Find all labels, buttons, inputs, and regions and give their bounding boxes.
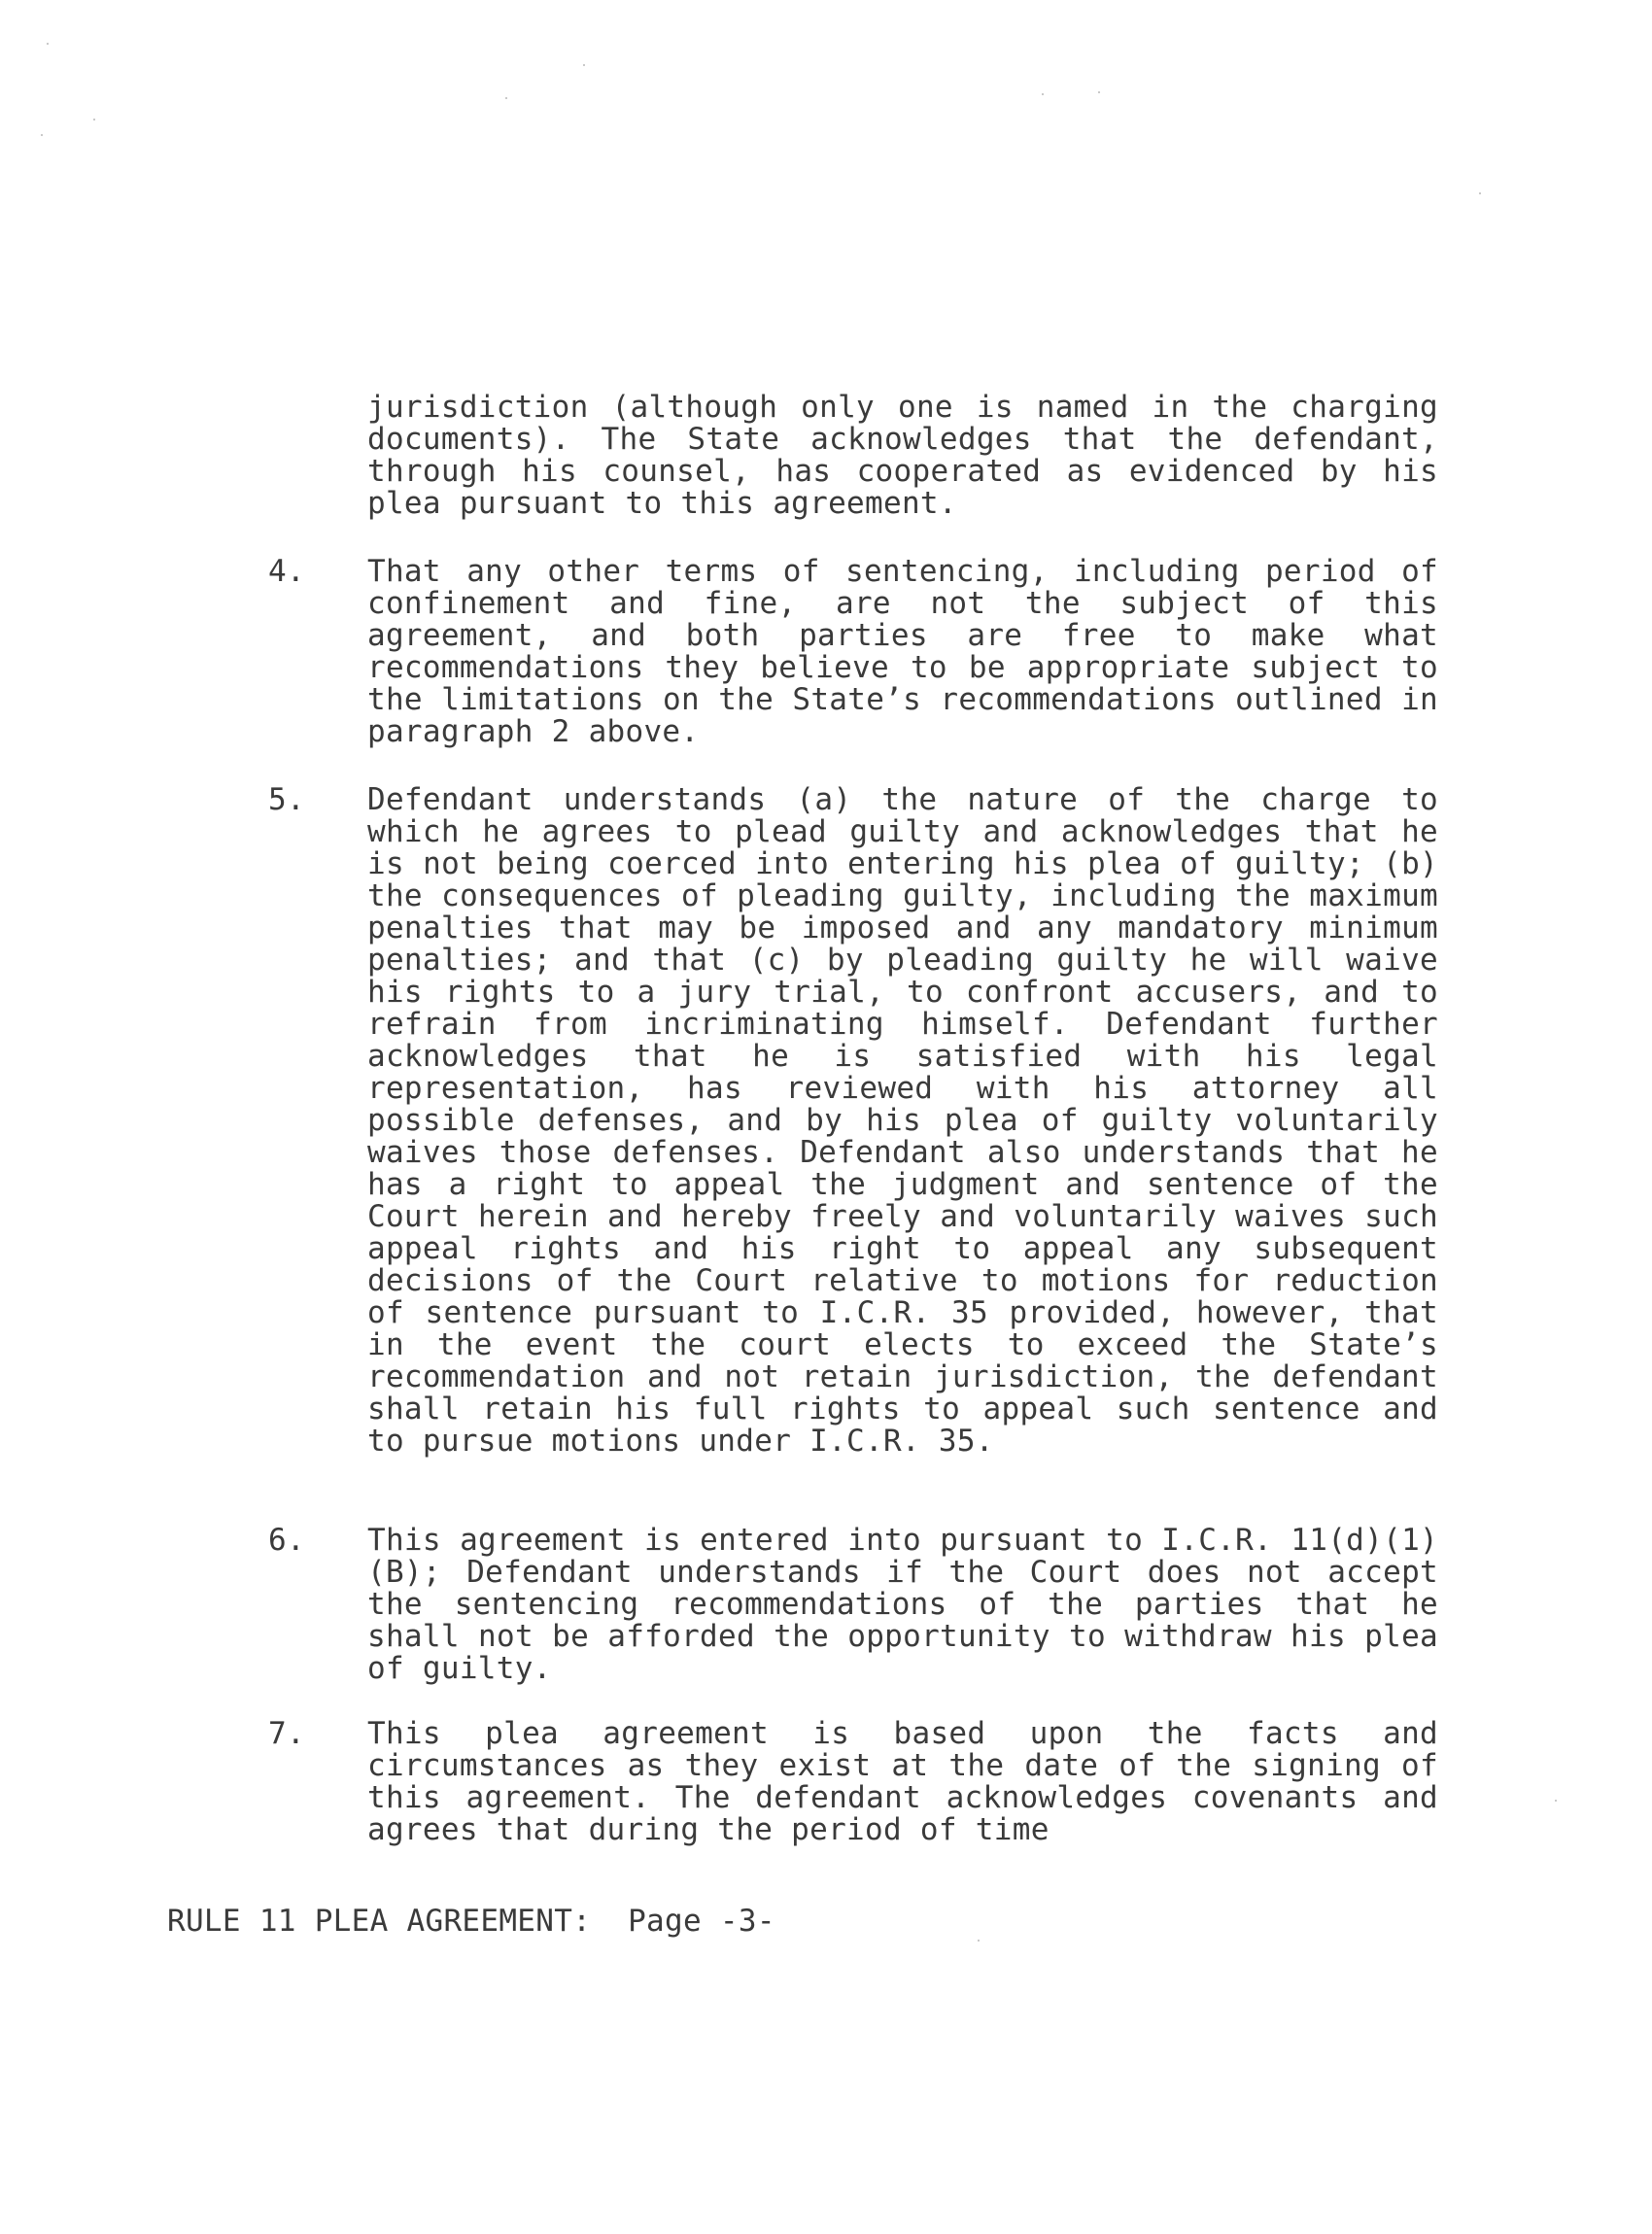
item-paragraph: That any other terms of sentencing, including period of confinement and fine, are not the subject of this agreement, and both parties are free to make what recommendations they believe to be appropriate subject to the limitations on the State’s recommendations outlined in paragraph 2 above.	[367, 554, 1438, 749]
scan-speck	[47, 43, 49, 45]
page-footer: RULE 11 PLEA AGREEMENT: Page -3-	[167, 1904, 775, 1939]
scan-speck	[505, 97, 507, 99]
item-number: 5.	[268, 782, 305, 817]
scan-speck	[978, 1940, 980, 1942]
item-number: 7.	[268, 1716, 305, 1751]
scan-speck	[1042, 93, 1044, 95]
scan-speck	[1098, 91, 1100, 93]
scan-speck	[93, 119, 95, 120]
scan-speck	[41, 134, 43, 136]
item-paragraph: This plea agreement is based upon the facts and circumstances as they exist at the date of the signing of this agreement. The defendant acknowledges covenants and agrees that during the period of time	[367, 1716, 1438, 1847]
item-number: 6.	[268, 1523, 305, 1558]
item-paragraph: This agreement is entered into pursuant to I.C.R. 11(d)(1)(B); Defendant understands if the Court does not accept the sentencing recommendations of the parties that he shall not be afforded the opportunity to withdraw his plea of guilty.	[367, 1523, 1438, 1686]
scan-speck	[1555, 1800, 1557, 1802]
item-number: 4.	[268, 554, 305, 589]
continuation-paragraph: jurisdiction (although only one is named in the charging documents). The State acknowledges that the defendant, through his counsel, has cooperated as evidenced by his plea pursuant to this agreement.	[367, 390, 1438, 521]
scan-speck	[583, 64, 585, 66]
item-paragraph: Defendant understands (a) the nature of the charge to which he agrees to plead guilty and acknowledges that he is not being coerced into entering his plea of guilty; (b) the consequences of pleading guilty, including the maximum penalties that may be imposed and any mandatory minimum penalties; and that (c) by pleading guilty he will waive his rights to a jury trial, to confront accusers, and to refrain from incriminating himself. Defendant further acknowledges that he is satisfied with his legal representation, has reviewed with his attorney all possible defenses, and by his plea of guilty voluntarily waives those defenses. Defendant also understands that he has a right to appeal the judgment and sentence of the Court herein and hereby freely and voluntarily waives such appeal rights and his right to appeal any subsequent decisions of the Court relative to motions for reduction of sentence pursuant to I.C.R. 35 provided, however, that in the event the court elects to exceed the State’s recommendation and not retain jurisdiction, the defendant shall retain his full rights to appeal such sentence and to pursue motions under I.C.R. 35.	[367, 782, 1438, 1459]
scan-speck	[1479, 192, 1481, 194]
